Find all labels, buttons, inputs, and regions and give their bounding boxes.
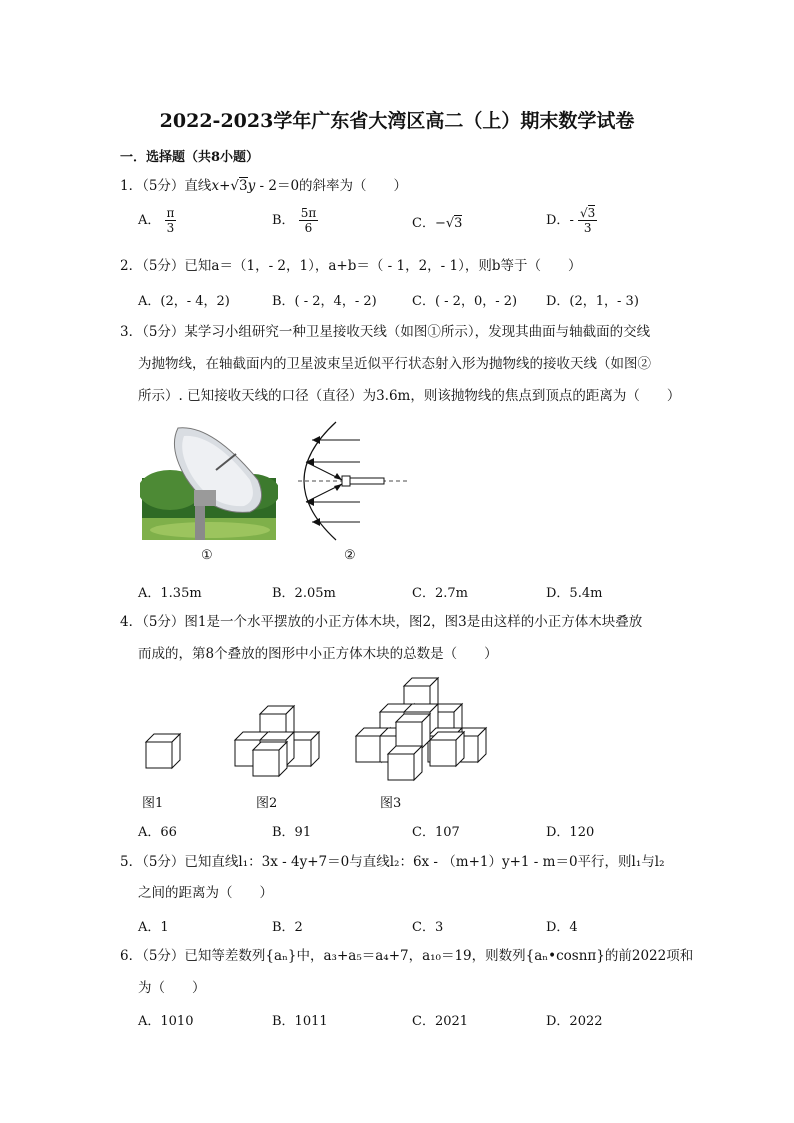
q6-option-d: D．2022 — [546, 1014, 603, 1029]
denominator: 3 — [583, 221, 592, 235]
q5-option-d: D．4 — [546, 920, 578, 935]
cube-icon — [388, 746, 422, 780]
q2-option-c: C．( - 2，0，- 2) — [412, 294, 518, 309]
q2-option-b: B．( - 2，4，- 2) — [272, 294, 377, 309]
sqrt-value: 3 — [454, 216, 463, 231]
denominator: 3 — [166, 221, 175, 235]
sqrt-value: 3 — [587, 206, 596, 220]
q1-option-a — [138, 206, 176, 235]
page-title: 2022-2023学年广东省大湾区高二（上）期末数学试卷 — [159, 110, 635, 132]
satellite-dish-photo — [140, 420, 278, 542]
q6-option-b: B．1011 — [272, 1014, 328, 1029]
option-letter: D． — [546, 213, 570, 228]
q1-stem-start: 1．（5分）直线 — [120, 178, 212, 194]
question-3-line-3: 所示）. 已知接收天线的口径（直径）为3.6m，则该抛物线的焦点到顶点的距离为（ ） — [138, 388, 681, 404]
section-heading: 一．选择题（共8小题） — [120, 150, 260, 165]
figure-label-2: 图2 — [256, 796, 278, 811]
q3-option-d: D．5.4m — [546, 586, 603, 601]
question-1-stem — [120, 176, 407, 196]
sqrt-symbol: √ — [445, 216, 455, 231]
question-5-line-1: 5．（5分）已知直线l₁：3x - 4y+7＝0与直线l₂：6x - （m+1）y+1 - m＝0平行，则l₁与l₂ — [120, 854, 665, 870]
q1-option-b — [272, 206, 318, 235]
sqrt-symbol: √ — [230, 178, 239, 194]
q4-option-b: B．91 — [272, 825, 312, 840]
figure-label-1: 图1 — [142, 796, 164, 811]
q1-option-c — [412, 212, 462, 231]
q1-var-y: y — [247, 178, 256, 194]
question-6-line-1: 6．（5分）已知等差数列{aₙ}中，a₃+a₅＝a₄+7，a₁₀＝19，则数列{aₙ•cosnπ}的前2022项和 — [120, 948, 694, 964]
q6-option-a: A．1010 — [138, 1014, 194, 1029]
minus-sign: - — [569, 213, 574, 228]
cube-icon — [430, 732, 464, 766]
option-letter: B． — [272, 213, 295, 228]
q6-option-c: C．2021 — [412, 1014, 469, 1029]
fraction — [299, 206, 319, 235]
question-4-line-1: 4．（5分）图1是一个水平摆放的小正方体木块，图2，图3是由这样的小正方体木块叠放 — [120, 614, 643, 630]
figure-1-label: ① — [201, 548, 213, 563]
q3-option-a: A．1.35m — [138, 586, 202, 601]
option-letter: A． — [138, 213, 161, 228]
q3-option-b: B．2.05m — [272, 586, 336, 601]
numerator: π — [166, 206, 175, 220]
parabolic-antenna-diagram — [292, 420, 412, 542]
numerator — [578, 206, 597, 221]
question-2-stem: 2．（5分）已知a＝（1，- 2，1），a+b＝（ - 1，2，- 1），则b等于（ ） — [120, 258, 582, 274]
q1-sqrt-value: 3 — [238, 178, 248, 194]
cube-stacking-figures — [140, 672, 500, 784]
fraction — [578, 206, 597, 235]
cube-icon — [396, 714, 430, 748]
cube-icon — [253, 742, 287, 776]
q1-stem-end: - 2＝0的斜率为（ ） — [255, 178, 408, 194]
q1-plus: + — [219, 178, 231, 194]
q1-option-d — [546, 206, 597, 235]
q4-option-c: C．107 — [412, 825, 460, 840]
option-letter: C． — [412, 216, 435, 231]
question-4-line-2: 而成的，第8个叠放的图形中小正方体木块的总数是（ ） — [138, 646, 498, 662]
cube-icon — [146, 734, 180, 768]
question-3-line-1: 3．（5分）某学习小组研究一种卫星接收天线（如图①所示），发现其曲面与轴截面的交线 — [120, 324, 651, 340]
q5-option-a: A．1 — [138, 920, 169, 935]
q3-option-c: C．2.7m — [412, 586, 468, 601]
minus-sign: − — [434, 216, 446, 231]
q2-option-d: D．(2，1，- 3) — [546, 294, 639, 309]
figure-2-label: ② — [344, 548, 356, 563]
figure-label-3: 图3 — [380, 796, 402, 811]
question-5-line-2: 之间的距离为（ ） — [138, 885, 273, 901]
fraction — [165, 206, 177, 235]
q2-option-a: A．(2，- 4，2) — [138, 294, 230, 309]
q5-option-c: C．3 — [412, 920, 444, 935]
q4-option-a: A．66 — [138, 825, 177, 840]
q1-var-x: x — [211, 178, 220, 194]
q4-option-d: D．120 — [546, 825, 595, 840]
denominator: 6 — [304, 221, 313, 235]
question-6-line-2: 为（ ） — [138, 980, 206, 996]
numerator: 5π — [300, 206, 317, 220]
sqrt-symbol: √ — [579, 206, 588, 220]
question-3-line-2: 为抛物线，在轴截面内的卫星波束呈近似平行状态射入形为抛物线的接收天线（如图② — [138, 356, 651, 372]
q5-option-b: B．2 — [272, 920, 303, 935]
